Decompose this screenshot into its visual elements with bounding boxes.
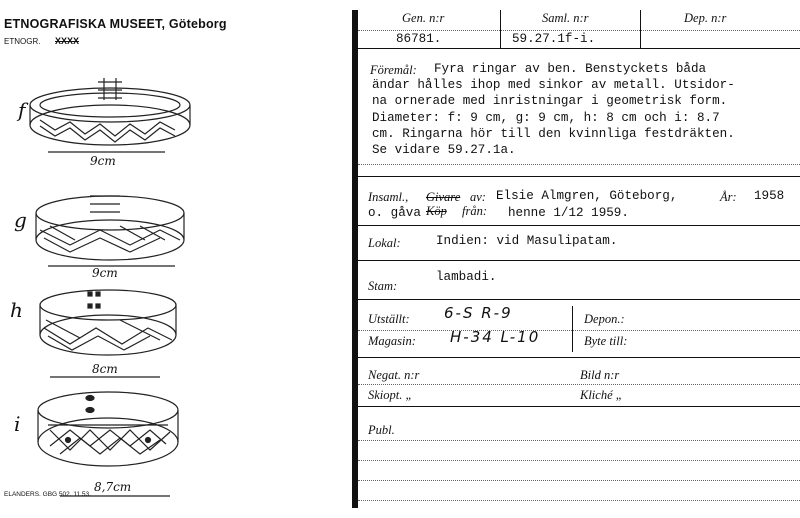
catalogue-card — [358, 0, 800, 518]
gava-prefix: o. gåva — [368, 206, 421, 220]
insaml-rule — [358, 225, 800, 226]
ring-g-measure: 9cm — [92, 266, 118, 280]
av-label: av: — [470, 190, 486, 204]
stam-label: Stam: — [368, 279, 398, 293]
utstallt-value: 6-S R-9 — [444, 304, 513, 322]
lokal-label: Lokal: — [368, 236, 401, 250]
foremal-dotted-rule — [358, 164, 800, 165]
skiopt-label: Skiopt. „ — [368, 388, 413, 402]
ring-i-measure: 8,7cm — [94, 480, 132, 494]
etnogr-label: ETNOGR. — [4, 37, 41, 46]
publ-dotted-rule-4 — [358, 500, 800, 501]
ring-h-drawing — [40, 290, 176, 355]
header-divider-1 — [500, 10, 501, 48]
insaml-crossed: Givare — [426, 190, 461, 204]
foremal-line-4: Diameter: f: 9 cm, g: 9 cm, h: 8 cm och i: 8.7 — [372, 111, 720, 125]
printer-imprint: ELANDERS. GBG 502. 11.53. — [4, 491, 91, 498]
ar-label: År: — [720, 190, 737, 204]
publ-label: Publ. — [368, 423, 395, 437]
foremal-line-6: Se vidare 59.27.1a. — [372, 143, 516, 157]
lokal-rule — [358, 260, 800, 261]
fran-value: henne 1/12 1959. — [508, 206, 629, 220]
gen-nr-label: Gen. n:r — [402, 11, 445, 25]
foremal-label: Föremål: — [370, 63, 417, 77]
gen-nr-value: 86781. — [396, 32, 442, 46]
insaml-label: Insaml., — [368, 190, 409, 204]
magasin-label: Magasin: — [368, 334, 416, 348]
ring-h-measure: 8cm — [92, 362, 118, 376]
ring-i-drawing — [38, 392, 178, 466]
etnogr-crossed: XXXX — [55, 36, 80, 46]
kop-crossed: Köp — [426, 204, 447, 218]
foremal-rule — [358, 176, 800, 177]
storage-divider — [572, 306, 573, 352]
ring-i-letter: i — [14, 412, 21, 436]
publ-dotted-rule-3 — [358, 480, 800, 481]
storage-dotted-rule — [358, 330, 800, 331]
ring-f-letter: f — [18, 98, 26, 122]
ring-g-drawing — [36, 196, 184, 260]
ring-sketches — [0, 0, 352, 518]
insaml-value: Elsie Almgren, Göteborg, — [496, 189, 678, 203]
header-divider-2 — [640, 10, 641, 48]
saml-nr-label: Saml. n:r — [542, 11, 589, 25]
kliche-label: Kliché „ — [580, 388, 623, 402]
publ-dotted-rule-1 — [358, 440, 800, 441]
header-dotted-rule — [358, 30, 800, 31]
negat-dotted-rule — [358, 384, 800, 385]
museum-heading: ETNOGRAFISKA MUSEET, Göteborg — [4, 17, 227, 31]
foremal-line-2: ändar hålles ihop med sinkor av metall. Utsidor- — [372, 78, 735, 92]
depon-label: Depon.: — [584, 312, 625, 326]
lokal-value: Indien: vid Masulipatam. — [436, 234, 618, 248]
ring-h-letter: h — [10, 298, 23, 322]
drawing-panel — [0, 0, 352, 518]
negat-label: Negat. n:r — [368, 368, 420, 382]
header-rule — [358, 48, 800, 49]
foremal-line-3: na ornerade med inristningar i geometrisk form. — [372, 94, 728, 108]
utstallt-label: Utställt: — [368, 312, 410, 326]
ar-value: 1958 — [754, 189, 785, 203]
ring-f-drawing — [30, 78, 190, 145]
publ-dotted-rule-2 — [358, 460, 800, 461]
stam-value: lambadi. — [436, 270, 497, 284]
ring-f-measure: 9cm — [90, 154, 116, 168]
magasin-value: H-34 L-10 — [450, 328, 541, 346]
foremal-line-1: Fyra ringar av ben. Benstyckets båda — [434, 62, 707, 76]
stam-rule — [358, 299, 800, 300]
ring-g-letter: g — [14, 208, 27, 232]
fran-label: från: — [462, 204, 487, 218]
saml-nr-value: 59.27.1f-i. — [512, 32, 596, 46]
dep-nr-label: Dep. n:r — [684, 11, 727, 25]
storage-rule — [358, 357, 800, 358]
foremal-line-5: cm. Ringarna hör till den kvinnliga festdräkten. — [372, 127, 735, 141]
negat-rule — [358, 406, 800, 407]
bild-label: Bild n:r — [580, 368, 620, 382]
byte-label: Byte till: — [584, 334, 628, 348]
